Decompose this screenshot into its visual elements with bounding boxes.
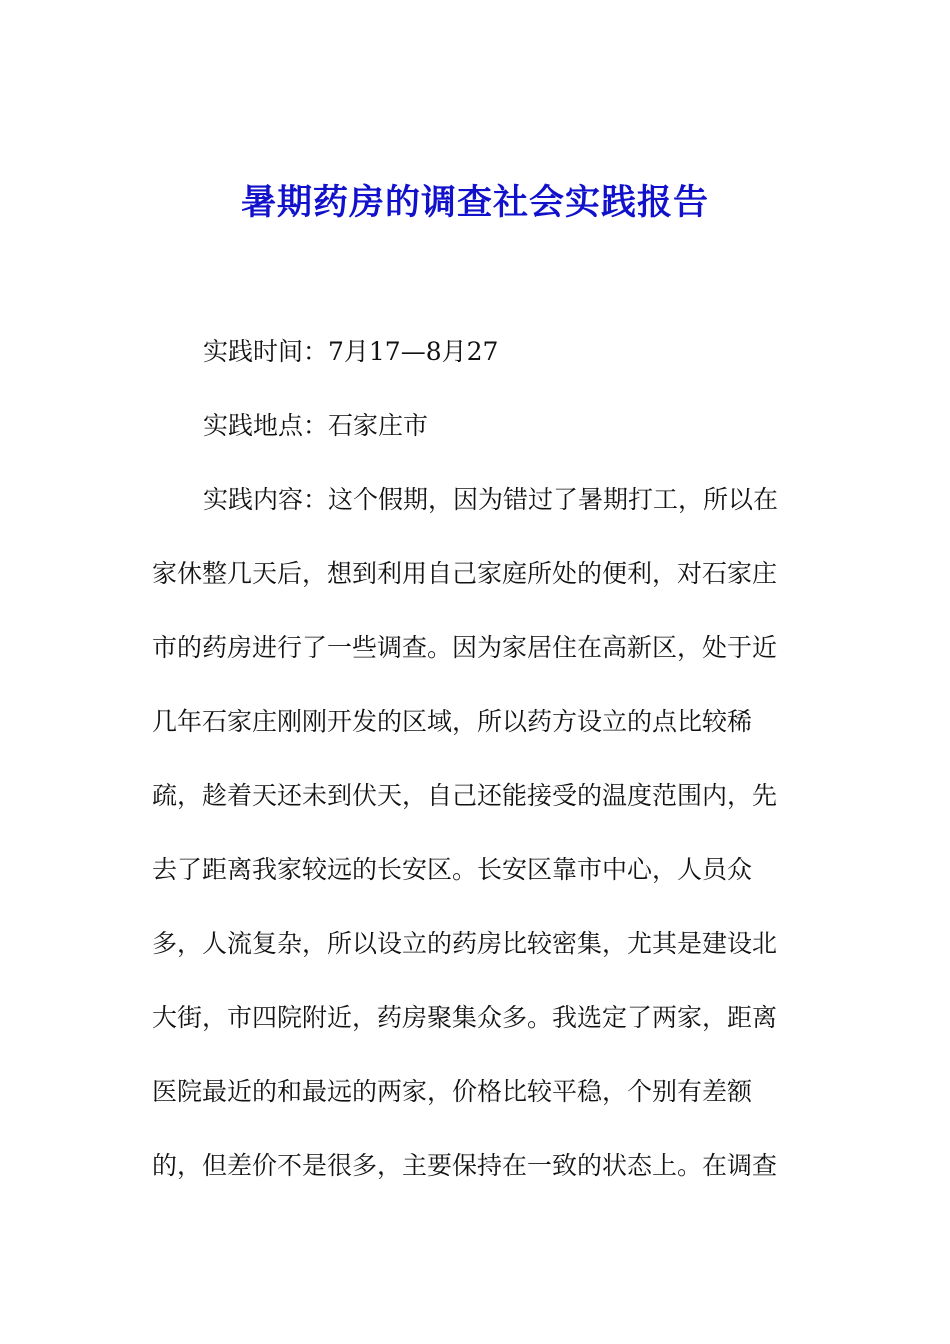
content-line-2: 家休整几天后，想到利用自己家庭所处的便利，对石家庄 — [152, 559, 778, 588]
content-line-1: 实践内容：这个假期，因为错过了暑期打工，所以在 — [203, 485, 779, 514]
content-line-6: 去了距离我家较远的长安区。长安区靠市中心，人员众 — [152, 855, 753, 884]
content-line-4: 几年石家庄刚刚开发的区域，所以药方设立的点比较稀 — [152, 707, 753, 736]
practice-place-line: 实践地点：石家庄市 — [203, 411, 429, 440]
content-line-8: 大街，市四院附近，药房聚集众多。我选定了两家，距离 — [152, 1003, 778, 1032]
content-line-5: 疏，趁着天还未到伏天，自己还能接受的温度范围内，先 — [152, 781, 778, 810]
content-line-3: 市的药房进行了一些调查。因为家居住在高新区，处于近 — [152, 633, 778, 662]
document-title: 暑期药房的调查社会实践报告 — [240, 182, 709, 223]
content-line-7: 多，人流复杂，所以设立的药房比较密集，尤其是建设北 — [152, 929, 778, 958]
practice-time-line: 实践时间：7月17—8月27 — [203, 337, 499, 366]
content-line-10: 的，但差价不是很多，主要保持在一致的状态上。在调查 — [152, 1151, 778, 1180]
content-line-9: 医院最近的和最远的两家，价格比较平稳，个别有差额 — [152, 1077, 753, 1106]
